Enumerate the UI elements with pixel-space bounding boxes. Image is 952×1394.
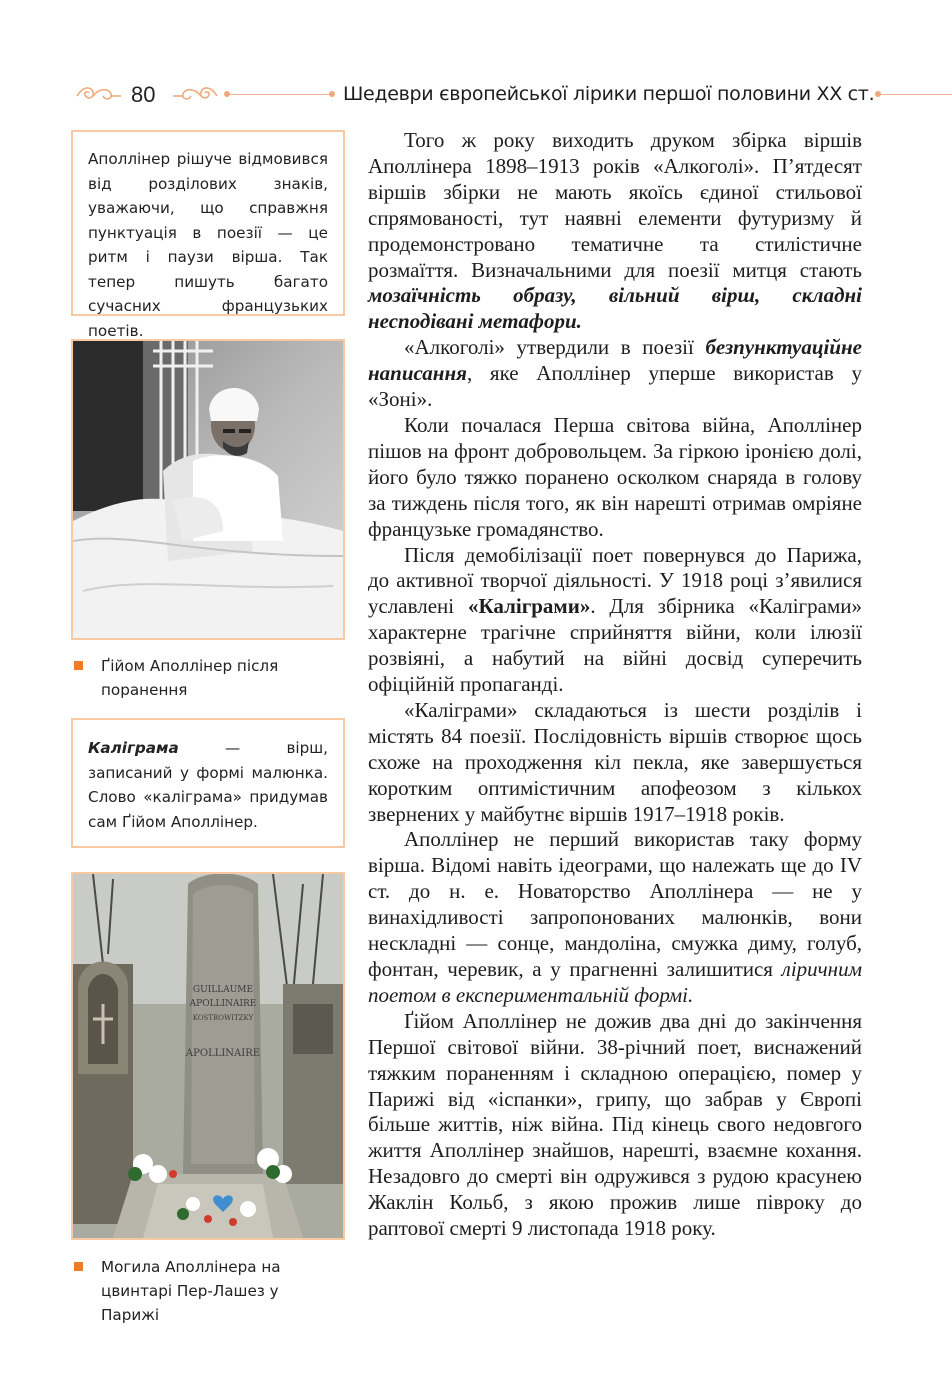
photo-tomb-illustration — [73, 874, 343, 1238]
bullet-square-icon — [74, 661, 83, 670]
paragraph-3: Коли почалася Перша світова війна, Аполлінер пішов на фронт добровольцем. За гіркою іронією долі, його було тяжко поранено осколком снаряда в голову за тиждень після того, як він нарешті отримав омріяне французьке громадянство. — [368, 412, 862, 541]
note-text: Аполлінер рішуче відмовився від розділових знаків, уважаючи, що справжня пунктуація в поезії — це ритм і паузи вірша. Так тепер пишуть багато сучасних французьких поетів. — [88, 150, 328, 340]
photo-apollinaire-wounded — [71, 339, 345, 640]
paragraph-1 — [368, 128, 862, 335]
italic-text: ліричним поетом в експериментальній формі. — [368, 957, 862, 1007]
definition-text: — вірш, записаний у формі малюнка. Слово «каліграма» придумав сам Ґійом Аполлінер. — [88, 739, 328, 831]
caption-photo-1 — [74, 654, 331, 702]
paragraph-5: «Каліграми» складаються із шести розділів і містять 84 поезії. Послідовність віршів створює щось схоже на проходження кіл пекла, яке завершується коротким оптимістичним апофеозом з кількох звернених у майбутнє віршів 1917–1918 років. — [368, 697, 862, 826]
text-run: Того ж року виходить друком збірка віршів Аполлінера 1898–1913 років «Алкоголі». П’ятдесят віршів збірки не мають якоїсь єдиної стильової спрямованості, тут наявні елементи футуризму й продемонстровано тематичне та стилістичне розмаїття. Визначальними для поезії митця стають — [368, 128, 862, 282]
text-run: Аполлінер не перший використав таку форму вірша. Відомі навіть ідеограми, що належать ще до IV ст. до н. е. Новаторство Аполлінера — не у винахідливості запропонованих малюнків, вони нескладні — сонце, мандоліна, смужка диму, голуб, фонтан, черевик, а у прагненні залишитися — [368, 827, 862, 981]
header-dot — [329, 91, 335, 97]
tomb-text-4: APOLLINAIRE — [185, 1048, 261, 1059]
text-run: Після демобілізації поет повернувся до Парижа, до активної творчої діяльності. У 1918 році з’явилися уславлені — [368, 542, 862, 619]
ornament-left-icon — [75, 84, 123, 108]
paragraph-6 — [368, 827, 862, 1008]
caption-text: Ґійом Аполлінер після поранення — [101, 657, 279, 699]
caption-photo-2 — [74, 1255, 316, 1327]
paragraph-4 — [368, 543, 862, 698]
page-header — [75, 80, 952, 110]
paragraph-7: Ґійом Аполлінер не дожив два дні до закінчення Першої світової війни. 38-річний поет, виснажений тяжким пораненням і складною операцією, помер у Парижі від «іспанки», грипу, що забрав у Європі більше життів, ніж війна. Під кінець свого недовгого життя Аполлінер знайшов, нарешті, взаємне кохання. Незадовго до смерті він одружився з рудою красунею Жаклін Кольб, з якою прожив лише півроку до раптової смерті 9 листопада 1918 року. — [368, 1008, 862, 1241]
bullet-square-icon — [74, 1262, 83, 1271]
text-run: , яке Аполлінер уперше використав у «Зоні». — [368, 361, 862, 412]
page-number: 80 — [131, 82, 156, 107]
photo-apollinaire-illustration — [73, 341, 343, 638]
chapter-title: Шедеври європейської лірики першої половини XX ст. — [343, 83, 875, 105]
tomb-text-1: GUILLAUME — [192, 985, 254, 995]
header-rule-right — [881, 94, 952, 95]
paragraph-2 — [368, 335, 862, 413]
note-text — [88, 736, 328, 834]
ornament-right-icon — [171, 84, 219, 108]
caption-text: Могила Аполлінера на цвинтарі Пер-Лашез у Парижі — [101, 1258, 281, 1324]
photo-apollinaire-tomb — [71, 872, 345, 1240]
emphasis-text: мозаїчність образу, вільний вірш, складні несподівані метафори. — [368, 283, 862, 334]
tomb-text-2: APOLLINAIRE — [189, 999, 257, 1009]
text-run: «Алкоголі» утвердили в поезії — [404, 335, 706, 360]
text-run: . Для збірника «Каліграми» характерне трагічне сприйняття війни, коли ілюзії розвіяні, а набутий на війні досвід суперечить офіційній пропаганді. — [368, 594, 862, 697]
bold-text: «Каліграми» — [467, 594, 591, 619]
note-punctuation — [71, 130, 345, 340]
tomb-text-3: KOSTROWITZKY — [192, 1014, 254, 1022]
term-calligram: Каліграма — [88, 739, 179, 757]
emphasis-text: безпунктуаційне написання — [368, 335, 862, 386]
main-text — [368, 128, 862, 1242]
header-rule-left — [230, 94, 330, 95]
note-calligram — [71, 718, 345, 848]
